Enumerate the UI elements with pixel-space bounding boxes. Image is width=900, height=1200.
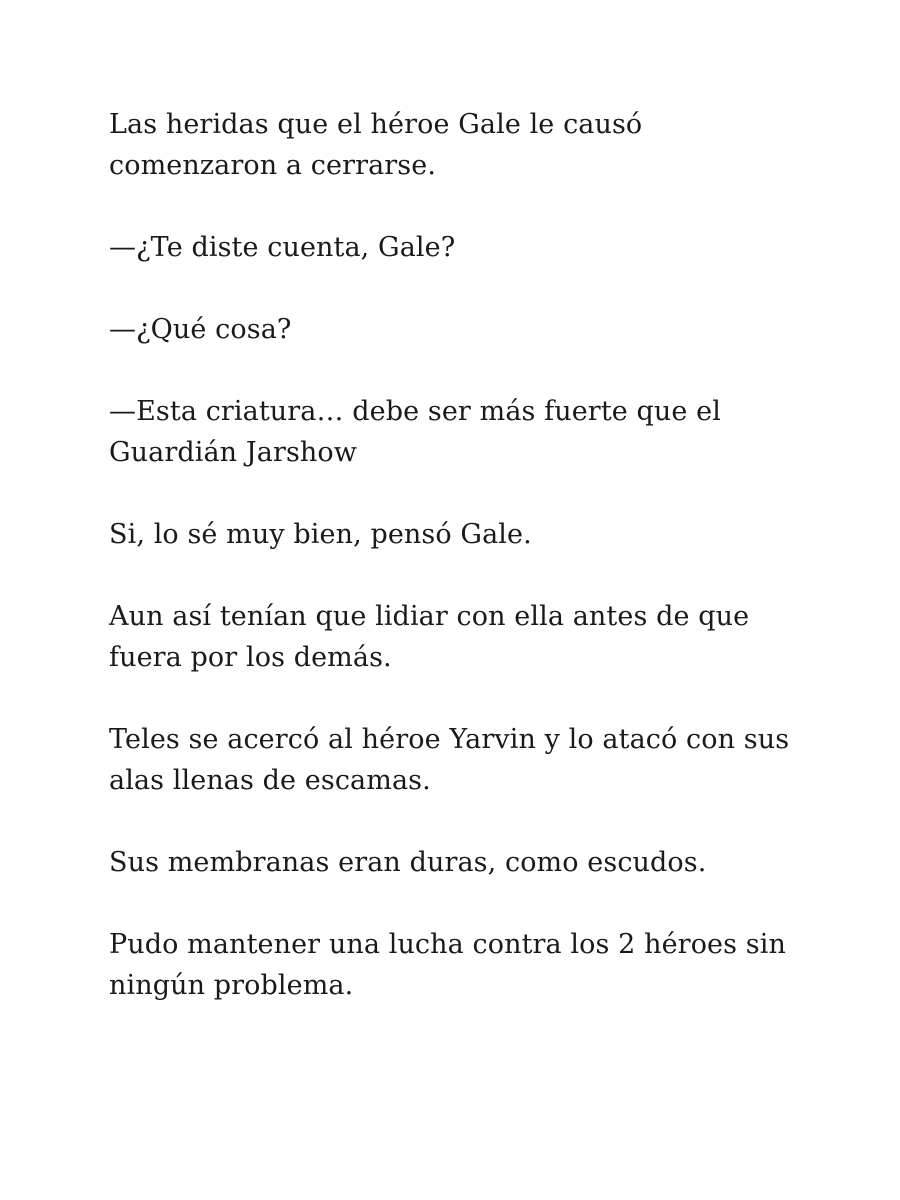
paragraph-2: —¿Te diste cuenta, Gale? xyxy=(109,232,456,263)
paragraph-5: Si, lo sé muy bien, pensó Gale. xyxy=(109,519,532,550)
story-text xyxy=(109,104,809,1047)
paragraph-8: Sus membranas eran duras, como escudos. xyxy=(109,847,707,878)
paragraph-7: Teles se acercó al héroe Yarvin y lo atacó con sus alas llenas de escamas. xyxy=(109,724,790,796)
paragraph-1: Las heridas que el héroe Gale le causó comenzaron a cerrarse. xyxy=(109,109,643,181)
paragraph-9: Pudo mantener una lucha contra los 2 héroes sin ningún problema. xyxy=(109,929,786,1001)
paragraph-6: Aun así tenían que lidiar con ella antes de que fuera por los demás. xyxy=(109,601,750,673)
paragraph-4: —Esta criatura… debe ser más fuerte que el Guardián Jarshow xyxy=(109,396,721,468)
paragraph-3: —¿Qué cosa? xyxy=(109,314,292,345)
